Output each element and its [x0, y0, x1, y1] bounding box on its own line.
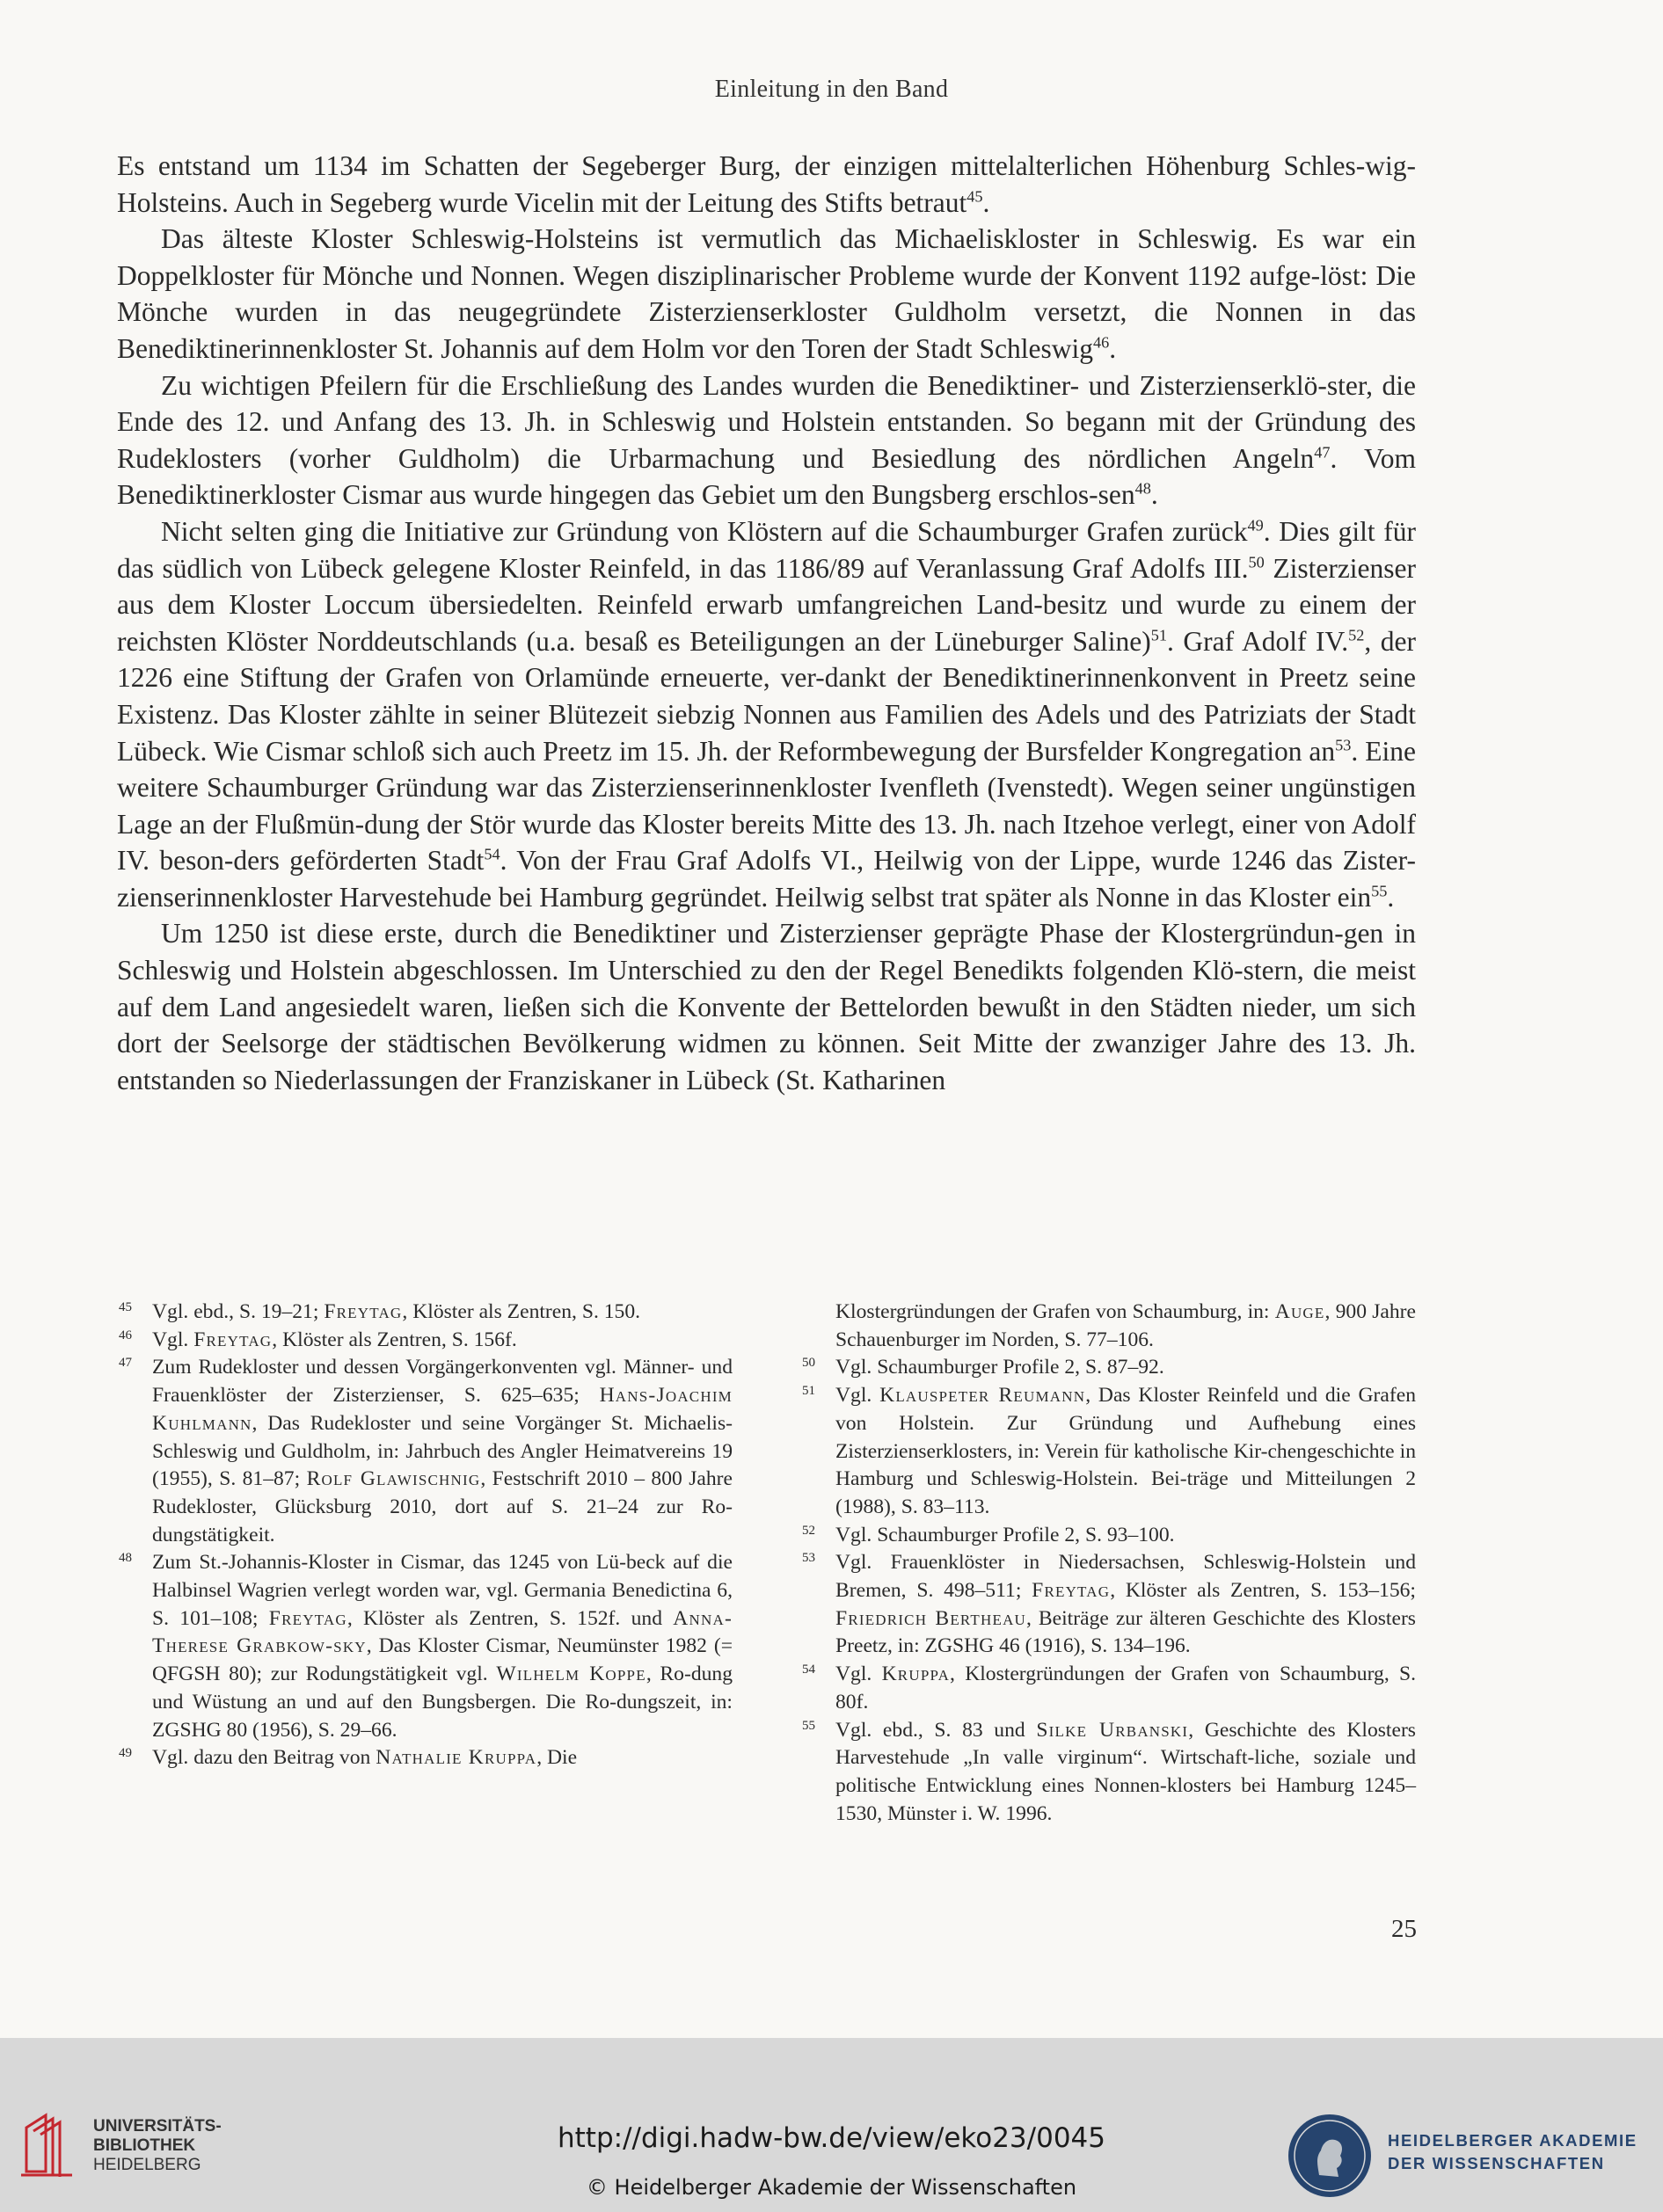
footnote	[800, 1354, 1416, 1382]
footnote	[800, 1299, 1416, 1354]
footnote-text: Klostergründungen der Grafen von Schaumburg, in:	[835, 1300, 1275, 1323]
footnote-text: , Das Kloster Reinfeld und die Grafen von Holstein. Zur Gründung und Aufhebung eines Zisterzienserklosters, in: Verein für katholische Kir-chengeschichte in Hamburg und Schleswig-Holstein. Bei-träge und Mitteilungen 2 (1988), S. 83–113.	[835, 1384, 1416, 1518]
academy-name: HEIDELBERGER AKADEMIE DER WISSENSCHAFTEN	[1388, 2131, 1637, 2172]
running-head: Einleitung in den Band	[714, 76, 949, 103]
footnote-marker: 45	[966, 187, 983, 206]
paragraph-text: . Vom Benediktinerkloster Cismar aus wurde hingegen das Gebiet um den Bungsberg erschlos-sen	[117, 442, 1416, 511]
footnote-text: Zum Rudekloster und dessen Vorgängerkonventen vgl. Männer- und Frauenklöster der Zisterzienser, S. 625–635;	[152, 1356, 733, 1408]
paragraph-text: Zisterzienser aus dem Kloster Loccum übersiedelten. Reinfeld erwarb umfangreichen Land-besitz und wurde zu einem der reichsten Klöster Norddeutschlands (u.a. besaß es Beteiligungen an der Lüneburger Saline)	[117, 552, 1417, 657]
footnote-text: , Das Rudekloster und seine Vorgänger St. Michaelis-Schleswig und Guldholm, in: Jahrbuch des Angler Heimatvereins 19 (1955), S. 81–87;	[152, 1411, 733, 1491]
footnote-marker: 47	[1314, 443, 1331, 462]
footnote-text: Vgl.	[835, 1663, 882, 1686]
footnote	[117, 1549, 733, 1744]
author-name: Silke Urbanski	[1036, 1718, 1189, 1742]
paragraph-text: . Eine weitere Schaumburger Gründung war das Zisterzienserinnenkloster Ivenfleth (Ivenstedt). Wegen seiner ungünstigen Lage an der Flußmün-dung der Stör wurde das Kloster bereits Mitte des 13. Jh. nach Itzehoe verlegt, einer von Adolf IV. beson-ders geförderten Stadt	[117, 735, 1416, 877]
paragraph-text: , der 1226 eine Stiftung der Grafen von Orlamünde erneuerte, ver-dankt der Benediktinerinnenkonvent in Preetz seine Existenz. Das Kloster zählte in seiner Blütezeit siebzig Nonnen aus Familien des Adels und des Patriziats der Stadt Lübeck. Wie Cismar schloß sich auch Preetz im 15. Jh. der Reformbewegung der Bursfelder Kongregation an	[117, 625, 1417, 767]
footnote	[117, 1744, 733, 1772]
page-number: 25	[1391, 1915, 1417, 1943]
footnote	[800, 1661, 1416, 1716]
paragraph	[117, 915, 1416, 1098]
author-name: Freytag	[1032, 1579, 1111, 1603]
footnote-number: 45	[119, 1300, 132, 1314]
paragraph	[117, 367, 1416, 513]
footnote-text: , Geschichte des Klosters Harvestehude „In valle virginum“. Wirtschaft-liche, soziale und politische Entwicklung eines Nonnen-klosters bei Hamburg 1245–1530, Münster i. W. 1996.	[835, 1718, 1416, 1825]
author-name: Rolf Glawischnig	[306, 1467, 481, 1491]
footnote-text: Vgl.	[152, 1328, 194, 1351]
permalink-url[interactable]: http://digi.hadw-bw.de/view/eko23/0045	[558, 2122, 1105, 2154]
paragraph-text: Um 1250 ist diese erste, durch die Benediktiner und Zisterzienser geprägte Phase der Klostergründun-gen in Schleswig und Holstein abgeschlossen. Im Unterschied zu den der Regel Benedikts folgenden Klö-stern, die meist auf dem Land angesiedelt waren, ließen sich die Konvente der Bettelorden bewußt in den Städten nieder, um sich dort der Seelsorge der städtischen Bevölkerung widmen zu können. Seit Mitte der zwanziger Jahre des 13. Jh. entstanden so Niederlassungen der Franziskaner in Lübeck (St. Katharinen	[117, 918, 1416, 1095]
copyright-notice: © Heidelberger Akademie der Wissenschaften	[586, 2175, 1077, 2200]
paragraph-text: .	[1387, 881, 1395, 913]
footnote-text: Vgl. Schaumburger Profile 2, S. 93–100.	[835, 1523, 1175, 1546]
author-name: Hans-Joachim Kuhlmann	[152, 1384, 733, 1435]
university-library-name: UNIVERSITÄTS- BIBLIOTHEK HEIDELBERG	[93, 2117, 222, 2174]
footnote-text: , Klöster als Zentren, S. 153–156;	[1110, 1579, 1416, 1603]
footnote-text: , Die	[536, 1746, 578, 1770]
footnote-marker: 54	[484, 845, 500, 863]
paragraph-text: . Von der Frau Graf Adolfs VI., Heilwig von der Lippe, wurde 1246 das Zister-zienserinnenkloster Harvestehude bei Hamburg gegründet. Heilwig selbst trat später als Nonne in das Kloster ein	[117, 845, 1416, 913]
footnote-text: Zum St.-Johannis-Kloster in Cismar, das 1245 von Lü-beck auf die Halbinsel Wagrien verlegt worden war, vgl. Germania Benedictina 6, S. 101–108;	[152, 1551, 733, 1630]
author-name: Friedrich Bertheau	[835, 1606, 1027, 1630]
author-name: Freytag	[268, 1606, 347, 1630]
footnote-marker: 46	[1093, 333, 1110, 352]
author-name: Anna-Therese Grabkow-sky	[152, 1606, 733, 1658]
paragraph-text: . Dies gilt für das südlich von Lübeck gelegene Kloster Reinfeld, in das 1186/89 auf Veranlassung Graf Adolfs III.	[117, 515, 1416, 584]
paragraph	[117, 221, 1416, 367]
footnote	[800, 1549, 1416, 1661]
footnotes	[117, 1299, 1416, 1828]
footnote-text: Vgl. Schaumburger Profile 2, S. 87–92.	[835, 1356, 1164, 1379]
footnote-text: , Klöster als Zentren, S. 150.	[402, 1300, 641, 1323]
footnote-text: Vgl. dazu den Beitrag von	[152, 1746, 376, 1770]
paragraph	[117, 513, 1416, 916]
footnote-text: , Klöster als Zentren, S. 152f. und	[346, 1606, 674, 1630]
footnote	[117, 1327, 733, 1355]
footnote-marker: 51	[1150, 626, 1167, 644]
footnote	[800, 1717, 1416, 1829]
footnote-text: , Klöster als Zentren, S. 156f.	[272, 1328, 517, 1351]
footnote-text: Vgl. ebd., S. 19–21;	[152, 1300, 325, 1323]
footnote-number: 54	[802, 1663, 815, 1677]
footnote-number: 49	[119, 1746, 132, 1761]
footnote-number: 52	[802, 1523, 815, 1538]
paragraph-text: Zu wichtigen Pfeilern für die Erschließung des Landes wurden die Benediktiner- und Zisterzienserklö-ster, die Ende des 12. und Anfang des 13. Jh. in Schleswig und Holstein entstanden. So begann mit der Gründung des Rudeklosters (vorher Guldholm) die Urbarmachung und Besiedlung des nördlichen Angeln	[117, 369, 1416, 474]
footnote	[800, 1522, 1416, 1550]
footnote-text: , Festschrift 2010 – 800 Jahre Rudekloster, Glücksburg 2010, dort auf S. 21–24 zur Ro-dungstätigkeit.	[152, 1467, 733, 1546]
footnote-marker: 50	[1248, 553, 1265, 571]
author-name: Wilhelm Koppe	[496, 1663, 646, 1686]
author-name: Freytag	[193, 1328, 273, 1351]
paragraph-text: Das älteste Kloster Schleswig-Holsteins ist vermutlich das Michaeliskloster in Schleswig. Es war ein Doppelkloster für Mönche und Nonnen. Wegen disziplinarischer Probleme wurde der Konvent 1192 aufge-löst: Die Mönche wurden in das neugegründete Zisterzienserkloster Guldholm versetzt, die Nonnen in das Benediktinerinnenkloster St. Johannis auf dem Holm vor den Toren der Stadt Schleswig	[117, 223, 1416, 364]
footnotes-left-column	[117, 1299, 733, 1828]
footnote	[117, 1354, 733, 1549]
footnote-text: , Das Kloster Cismar, Neumünster 1982 (= QFGSH 80); zur Rodungstätigkeit vgl.	[152, 1634, 733, 1686]
paragraph-text: .	[1150, 479, 1158, 511]
footnote-number: 55	[802, 1718, 815, 1733]
paragraph	[117, 148, 1416, 221]
paragraph-text: Es entstand um 1134 im Schatten der Segeberger Burg, der einzigen mittelalterlichen Höhenburg Schles-wig-Holsteins. Auch in Segeberg wurde Vicelin mit der Leitung des Stifts betraut	[117, 150, 1416, 218]
footnote-number: 47	[119, 1356, 132, 1371]
viewer-footer-bar	[0, 2038, 1663, 2212]
footnote-marker: 55	[1371, 882, 1388, 900]
footnote-text: Vgl. Frauenklöster in Niedersachsen, Schleswig-Holstein und Bremen, S. 498–511;	[835, 1551, 1416, 1603]
paragraph-text: Nicht selten ging die Initiative zur Gründung von Klöstern auf die Schaumburger Grafen zurück	[161, 515, 1248, 547]
author-name: Auge	[1274, 1300, 1325, 1323]
main-text	[117, 148, 1416, 1098]
author-name: Freytag	[324, 1300, 403, 1323]
footnote-marker: 49	[1247, 516, 1264, 535]
footnote-number: 48	[119, 1551, 132, 1566]
paragraph-text: .	[1109, 332, 1117, 364]
footnote-number: 51	[802, 1384, 815, 1399]
footnote-marker: 53	[1335, 736, 1352, 754]
footnote-number: 50	[802, 1356, 815, 1371]
footnote-text: , Beiträge zur älteren Geschichte des Klosters Preetz, in: ZGSHG 46 (1916), S. 134–196.	[835, 1606, 1416, 1658]
paragraph-text: .	[982, 186, 990, 218]
footnote-text: , Ro-dung und Wüstung an und auf den Bungsbergen. Die Ro-dungszeit, in: ZGSHG 80 (1956), S. 29–66.	[152, 1663, 733, 1742]
author-name: Klauspeter Reumann	[879, 1384, 1086, 1408]
footnote-number: 53	[802, 1551, 815, 1566]
footnote-text: Vgl.	[835, 1384, 880, 1408]
footnote	[117, 1299, 733, 1327]
footnote-number: 46	[119, 1328, 132, 1342]
footnote-text: , 900 Jahre Schauenburger im Norden, S. 77–106.	[835, 1300, 1416, 1351]
author-name: Nathalie Kruppa	[376, 1746, 537, 1770]
footnote-marker: 52	[1348, 626, 1365, 644]
footnote-text: , Klostergründungen der Grafen von Schaumburg, S. 80f.	[835, 1663, 1417, 1714]
paragraph-text: . Graf Adolf IV.	[1166, 625, 1349, 657]
academy-seal-icon[interactable]	[1286, 2112, 1374, 2200]
footnotes-right-column	[800, 1299, 1416, 1828]
author-name: Kruppa	[881, 1663, 951, 1686]
footnote-marker: 48	[1134, 480, 1151, 498]
footnote	[800, 1382, 1416, 1522]
footnote-text: Vgl. ebd., S. 83 und	[835, 1718, 1037, 1742]
